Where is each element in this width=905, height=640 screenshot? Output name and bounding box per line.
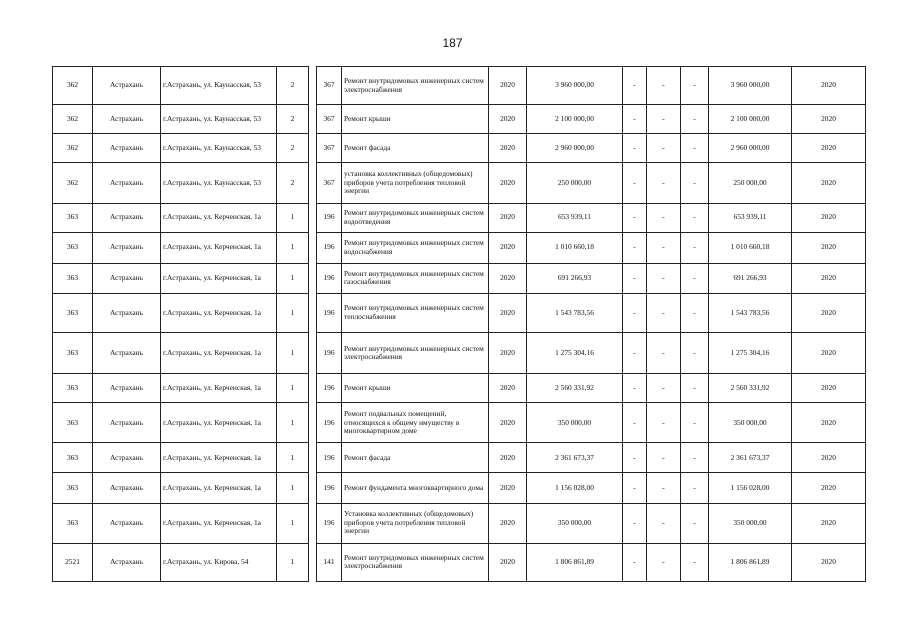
row-id: 363 [53, 293, 93, 332]
spacer-cell [309, 332, 317, 373]
work-type-cell: Ремонт внутридомовых инженерных систем электроснабжения [342, 332, 489, 373]
address-cell: г.Астрахань, ул. Керченская, 1а [161, 232, 277, 263]
dash-cell: - [647, 263, 681, 293]
work-type-cell: Ремонт подвальных помещений, относящихся к общему имуществу в многоквартирном доме [342, 403, 489, 443]
work-type-cell: Ремонт внутридомовых инженерных систем электроснабжения [342, 67, 489, 105]
total-cell: 250 000,00 [709, 163, 792, 203]
dash-cell: - [623, 503, 647, 543]
cost-cell: 1 806 861,89 [527, 543, 623, 581]
dash-cell: - [623, 263, 647, 293]
year-cell: 2020 [489, 67, 527, 105]
dash-cell: - [681, 67, 709, 105]
dash-cell: - [647, 443, 681, 473]
city-cell: Астрахань [93, 263, 161, 293]
spacer-cell [309, 374, 317, 403]
row-id: 362 [53, 67, 93, 105]
entrance-count-cell: 1 [277, 203, 309, 232]
dash-cell: - [681, 163, 709, 203]
dash-cell: - [623, 232, 647, 263]
table-row [53, 332, 866, 373]
table-row [53, 374, 866, 403]
address-cell: г.Астрахань, ул. Кирова, 54 [161, 543, 277, 581]
cost-cell: 2 560 331,92 [527, 374, 623, 403]
address-cell: г.Астрахань, ул. Каунасская, 53 [161, 163, 277, 203]
spacer-cell [309, 503, 317, 543]
address-cell: г.Астрахань, ул. Керченская, 1а [161, 443, 277, 473]
cost-cell: 653 939,11 [527, 203, 623, 232]
spacer-cell [309, 134, 317, 163]
city-cell: Астрахань [93, 203, 161, 232]
row-id: 363 [53, 203, 93, 232]
completion-year-cell: 2020 [792, 134, 866, 163]
dash-cell: - [623, 543, 647, 581]
table-row [53, 503, 866, 543]
address-cell: г.Астрахань, ул. Керченская, 1а [161, 332, 277, 373]
address-cell: г.Астрахань, ул. Каунасская, 53 [161, 67, 277, 105]
entrance-count-cell: 1 [277, 232, 309, 263]
dash-cell: - [681, 134, 709, 163]
cost-cell: 350 000,00 [527, 403, 623, 443]
apartment-count-cell: 196 [317, 293, 342, 332]
entrance-count-cell: 2 [277, 163, 309, 203]
dash-cell: - [623, 473, 647, 503]
dash-cell: - [623, 67, 647, 105]
total-cell: 350 000,00 [709, 503, 792, 543]
apartment-count-cell: 196 [317, 232, 342, 263]
work-type-cell: Ремонт внутридомовых инженерных систем электроснабжения [342, 543, 489, 581]
table-row [53, 293, 866, 332]
entrance-count-cell: 1 [277, 503, 309, 543]
table-row [53, 403, 866, 443]
work-type-cell: Ремонт фундамента многоквартирного дома [342, 473, 489, 503]
completion-year-cell: 2020 [792, 503, 866, 543]
dash-cell: - [647, 203, 681, 232]
row-id: 363 [53, 473, 93, 503]
table-row [53, 105, 866, 134]
table-row [53, 203, 866, 232]
spacer-cell [309, 543, 317, 581]
year-cell: 2020 [489, 403, 527, 443]
dash-cell: - [681, 232, 709, 263]
year-cell: 2020 [489, 543, 527, 581]
total-cell: 350 000,00 [709, 403, 792, 443]
spacer-cell [309, 263, 317, 293]
total-cell: 1 156 028,00 [709, 473, 792, 503]
apartment-count-cell: 196 [317, 443, 342, 473]
total-cell: 2 960 000,00 [709, 134, 792, 163]
year-cell: 2020 [489, 374, 527, 403]
row-id: 362 [53, 134, 93, 163]
completion-year-cell: 2020 [792, 232, 866, 263]
spacer-cell [309, 293, 317, 332]
work-type-cell: Ремонт внутридомовых инженерных систем водоснабжения [342, 232, 489, 263]
dash-cell: - [681, 293, 709, 332]
dash-cell: - [647, 543, 681, 581]
spacer-cell [309, 163, 317, 203]
address-cell: г.Астрахань, ул. Каунасская, 53 [161, 134, 277, 163]
total-cell: 1 010 660,18 [709, 232, 792, 263]
dash-cell: - [647, 232, 681, 263]
total-cell: 3 960 000,00 [709, 67, 792, 105]
work-type-cell: Ремонт фасада [342, 443, 489, 473]
dash-cell: - [681, 443, 709, 473]
dash-cell: - [647, 67, 681, 105]
year-cell: 2020 [489, 443, 527, 473]
row-id: 363 [53, 443, 93, 473]
apartment-count-cell: 367 [317, 105, 342, 134]
dash-cell: - [647, 374, 681, 403]
dash-cell: - [681, 403, 709, 443]
spacer-cell [309, 67, 317, 105]
table-row [53, 67, 866, 105]
table-row [53, 443, 866, 473]
completion-year-cell: 2020 [792, 543, 866, 581]
total-cell: 1 806 861,89 [709, 543, 792, 581]
address-cell: г.Астрахань, ул. Керченская, 1а [161, 203, 277, 232]
total-cell: 2 361 673,37 [709, 443, 792, 473]
dash-cell: - [647, 293, 681, 332]
spacer-cell [309, 203, 317, 232]
total-cell: 1 543 783,56 [709, 293, 792, 332]
city-cell: Астрахань [93, 67, 161, 105]
entrance-count-cell: 1 [277, 374, 309, 403]
dash-cell: - [623, 134, 647, 163]
dash-cell: - [623, 163, 647, 203]
work-type-cell: установка коллективных (общедомовых) приборов учета потребления тепловой энергии [342, 163, 489, 203]
dash-cell: - [647, 503, 681, 543]
city-cell: Астрахань [93, 543, 161, 581]
city-cell: Астрахань [93, 332, 161, 373]
work-type-cell: Установка коллективных (общедомовых) приборов учета потребления тепловой энергии [342, 503, 489, 543]
completion-year-cell: 2020 [792, 403, 866, 443]
entrance-count-cell: 1 [277, 332, 309, 373]
year-cell: 2020 [489, 163, 527, 203]
table-row [53, 232, 866, 263]
row-id: 363 [53, 232, 93, 263]
address-cell: г.Астрахань, ул. Керченская, 1а [161, 374, 277, 403]
city-cell: Астрахань [93, 473, 161, 503]
cost-cell: 691 266,93 [527, 263, 623, 293]
apartment-count-cell: 196 [317, 473, 342, 503]
completion-year-cell: 2020 [792, 473, 866, 503]
cost-cell: 1 156 028,00 [527, 473, 623, 503]
row-id: 363 [53, 263, 93, 293]
city-cell: Астрахань [93, 443, 161, 473]
spacer-cell [309, 232, 317, 263]
dash-cell: - [623, 443, 647, 473]
total-cell: 2 560 331,92 [709, 374, 792, 403]
dash-cell: - [681, 374, 709, 403]
address-cell: г.Астрахань, ул. Керченская, 1а [161, 403, 277, 443]
dash-cell: - [623, 374, 647, 403]
city-cell: Астрахань [93, 503, 161, 543]
spacer-cell [309, 105, 317, 134]
work-type-cell: Ремонт крыши [342, 105, 489, 134]
year-cell: 2020 [489, 473, 527, 503]
apartment-count-cell: 196 [317, 503, 342, 543]
cost-cell: 1 010 660,18 [527, 232, 623, 263]
total-cell: 691 266,93 [709, 263, 792, 293]
entrance-count-cell: 1 [277, 403, 309, 443]
completion-year-cell: 2020 [792, 293, 866, 332]
work-type-cell: Ремонт внутридомовых инженерных систем теплоснабжения [342, 293, 489, 332]
year-cell: 2020 [489, 503, 527, 543]
completion-year-cell: 2020 [792, 443, 866, 473]
city-cell: Астрахань [93, 134, 161, 163]
completion-year-cell: 2020 [792, 263, 866, 293]
apartment-count-cell: 196 [317, 332, 342, 373]
entrance-count-cell: 1 [277, 263, 309, 293]
year-cell: 2020 [489, 293, 527, 332]
city-cell: Астрахань [93, 293, 161, 332]
dash-cell: - [647, 332, 681, 373]
address-cell: г.Астрахань, ул. Каунасская, 53 [161, 105, 277, 134]
entrance-count-cell: 1 [277, 473, 309, 503]
table-row [53, 163, 866, 203]
spacer-cell [309, 473, 317, 503]
dash-cell: - [681, 203, 709, 232]
apartment-count-cell: 367 [317, 134, 342, 163]
completion-year-cell: 2020 [792, 374, 866, 403]
total-cell: 1 275 304,16 [709, 332, 792, 373]
cost-cell: 2 100 000,00 [527, 105, 623, 134]
row-id: 363 [53, 503, 93, 543]
address-cell: г.Астрахань, ул. Керченская, 1а [161, 293, 277, 332]
apartment-count-cell: 367 [317, 67, 342, 105]
city-cell: Астрахань [93, 105, 161, 134]
year-cell: 2020 [489, 232, 527, 263]
table-row [53, 473, 866, 503]
dash-cell: - [647, 134, 681, 163]
entrance-count-cell: 1 [277, 443, 309, 473]
address-cell: г.Астрахань, ул. Керченская, 1а [161, 263, 277, 293]
dash-cell: - [647, 105, 681, 134]
completion-year-cell: 2020 [792, 105, 866, 134]
dash-cell: - [647, 163, 681, 203]
row-id: 362 [53, 105, 93, 134]
year-cell: 2020 [489, 203, 527, 232]
apartment-count-cell: 141 [317, 543, 342, 581]
entrance-count-cell: 1 [277, 543, 309, 581]
table-row [53, 543, 866, 581]
cost-cell: 250 000,00 [527, 163, 623, 203]
cost-cell: 1 275 304,16 [527, 332, 623, 373]
year-cell: 2020 [489, 332, 527, 373]
completion-year-cell: 2020 [792, 332, 866, 373]
city-cell: Астрахань [93, 163, 161, 203]
entrance-count-cell: 2 [277, 67, 309, 105]
cost-cell: 2 960 000,00 [527, 134, 623, 163]
city-cell: Астрахань [93, 374, 161, 403]
dash-cell: - [681, 543, 709, 581]
row-id: 363 [53, 374, 93, 403]
cost-cell: 1 543 783,56 [527, 293, 623, 332]
total-cell: 2 100 000,00 [709, 105, 792, 134]
apartment-count-cell: 196 [317, 403, 342, 443]
dash-cell: - [681, 503, 709, 543]
work-type-cell: Ремонт крыши [342, 374, 489, 403]
completion-year-cell: 2020 [792, 163, 866, 203]
dash-cell: - [647, 473, 681, 503]
cost-cell: 350 000,00 [527, 503, 623, 543]
year-cell: 2020 [489, 134, 527, 163]
spacer-cell [309, 443, 317, 473]
table-row [53, 263, 866, 293]
apartment-count-cell: 196 [317, 374, 342, 403]
work-type-cell: Ремонт внутридомовых инженерных систем водоотведения [342, 203, 489, 232]
dash-cell: - [623, 203, 647, 232]
table-row [53, 134, 866, 163]
apartment-count-cell: 196 [317, 263, 342, 293]
dash-cell: - [681, 105, 709, 134]
address-cell: г.Астрахань, ул. Керченская, 1а [161, 473, 277, 503]
year-cell: 2020 [489, 105, 527, 134]
dash-cell: - [681, 263, 709, 293]
dash-cell: - [623, 332, 647, 373]
cost-cell: 3 960 000,00 [527, 67, 623, 105]
dash-cell: - [623, 403, 647, 443]
year-cell: 2020 [489, 263, 527, 293]
work-type-cell: Ремонт внутридомовых инженерных систем газоснабжения [342, 263, 489, 293]
completion-year-cell: 2020 [792, 67, 866, 105]
completion-year-cell: 2020 [792, 203, 866, 232]
apartment-count-cell: 196 [317, 203, 342, 232]
total-cell: 653 939,11 [709, 203, 792, 232]
apartment-count-cell: 367 [317, 163, 342, 203]
dash-cell: - [623, 293, 647, 332]
entrance-count-cell: 2 [277, 134, 309, 163]
row-id: 362 [53, 163, 93, 203]
entrance-count-cell: 2 [277, 105, 309, 134]
dash-cell: - [623, 105, 647, 134]
dash-cell: - [681, 332, 709, 373]
address-cell: г.Астрахань, ул. Керченская, 1а [161, 503, 277, 543]
work-type-cell: Ремонт фасада [342, 134, 489, 163]
row-id: 2521 [53, 543, 93, 581]
page-number: 187 [442, 36, 463, 50]
repair-program-table [52, 66, 866, 582]
row-id: 363 [53, 403, 93, 443]
dash-cell: - [647, 403, 681, 443]
row-id: 363 [53, 332, 93, 373]
city-cell: Астрахань [93, 232, 161, 263]
entrance-count-cell: 1 [277, 293, 309, 332]
dash-cell: - [681, 473, 709, 503]
city-cell: Астрахань [93, 403, 161, 443]
cost-cell: 2 361 673,37 [527, 443, 623, 473]
spacer-cell [309, 403, 317, 443]
